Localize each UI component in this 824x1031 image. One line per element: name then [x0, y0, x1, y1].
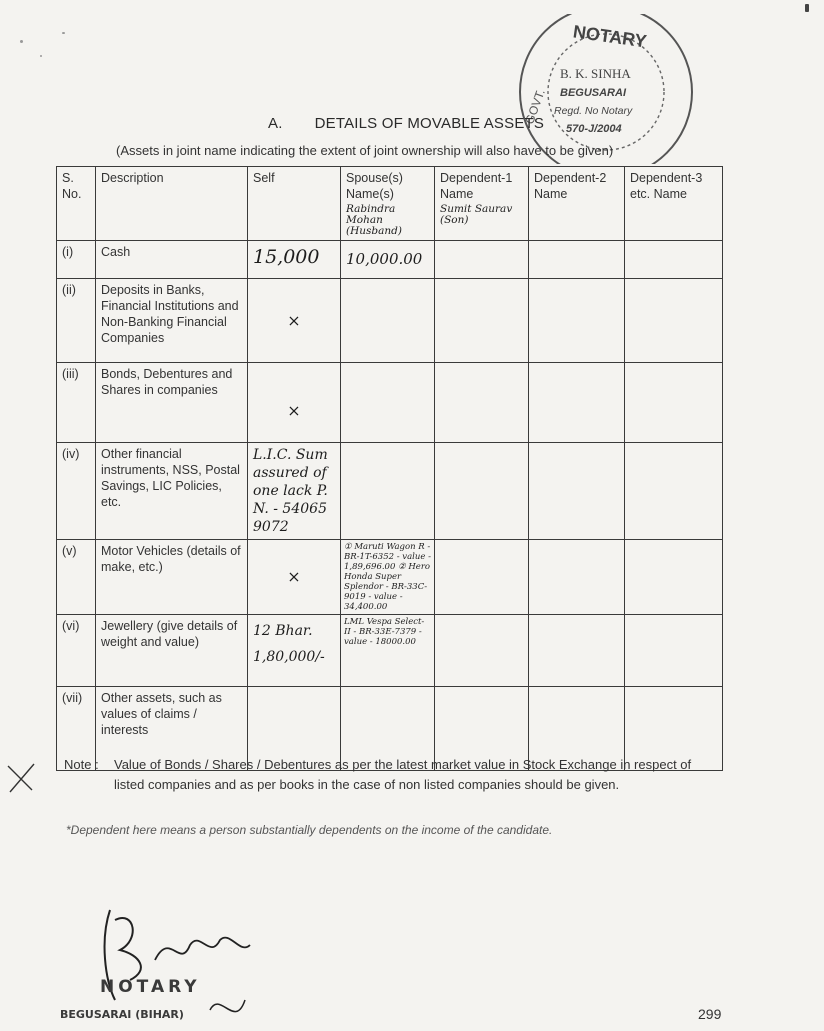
row-dependent1-value — [435, 615, 529, 687]
row-description: Other financial instruments, NSS, Postal Savings, LIC Policies, etc. — [96, 443, 248, 540]
svg-text:Regd. No Notary: Regd. No Notary — [554, 105, 633, 117]
row-dependent2-value — [529, 540, 625, 615]
row-dependent2-value — [529, 363, 625, 443]
row-description: Other assets, such as values of claims / interests — [96, 687, 248, 771]
row-sno: (iii) — [57, 363, 96, 443]
table-row — [57, 279, 723, 363]
row-spouse-value — [341, 363, 435, 443]
row-dependent3-value — [625, 443, 723, 540]
row-sno: (ii) — [57, 279, 96, 363]
row-description: Motor Vehicles (details of make, etc.) — [96, 540, 248, 615]
col-header-dependent3: Dependent-3 etc. Name — [625, 167, 723, 241]
row-sno: (vii) — [57, 687, 96, 771]
movable-assets-table — [56, 166, 723, 771]
table-row — [57, 241, 723, 279]
svg-text:GOVT.: GOVT. — [522, 87, 548, 126]
section-subtitle: (Assets in joint name indicating the extent of joint ownership will also have to be given) — [116, 143, 614, 158]
row-dependent3-value — [625, 615, 723, 687]
notary-stamp-signature — [60, 900, 300, 1031]
table-row — [57, 615, 723, 687]
page-number: 299 — [698, 1006, 722, 1022]
row-description: Deposits in Banks, Financial Institutions and Non-Banking Financial Companies — [96, 279, 248, 363]
row-dependent3-value — [625, 241, 723, 279]
row-dependent1-value — [435, 279, 529, 363]
col-header-spouse — [341, 167, 435, 241]
row-sno: (i) — [57, 241, 96, 279]
dependent-footnote: *Dependent here means a person substantially dependents on the income of the candidate. — [66, 823, 553, 837]
svg-text:570-J/2004: 570-J/2004 — [566, 123, 622, 135]
table-row — [57, 363, 723, 443]
row-sno: (vi) — [57, 615, 96, 687]
row-dependent2-value — [529, 443, 625, 540]
row-self-value: × — [248, 363, 341, 443]
row-dependent3-value — [625, 363, 723, 443]
row-spouse-value: ① Maruti Wagon R - BR-1T-6352 - value - 1,89,696.00 ② Hero Honda Super Splendor - BR-33C-9019 - value - 34,400.00 — [341, 540, 435, 615]
row-self-value: × — [248, 540, 341, 615]
dependent1-name-handwritten: Sumit Saurav (Son) — [440, 203, 513, 226]
row-dependent2-value — [529, 279, 625, 363]
row-dependent3-value — [625, 279, 723, 363]
table-row — [57, 443, 723, 540]
scan-speck — [805, 4, 809, 12]
col-header-description: Description — [96, 167, 248, 241]
note-text: Value of Bonds / Shares / Debentures as per the latest market value in Stock Exchange in respect of listed companies and as per books in the case of non listed companies should be given. — [114, 757, 692, 792]
section-number: A. — [268, 115, 283, 132]
spouse-name-handwritten: Rabindra Mohan (Husband) — [346, 203, 402, 237]
scan-speck — [62, 32, 65, 34]
col-header-sno: S. No. — [57, 167, 96, 241]
row-self-value: 15,000 — [248, 241, 341, 279]
notary-stamp-top — [512, 14, 702, 164]
row-dependent3-value — [625, 540, 723, 615]
scan-speck — [20, 40, 23, 43]
table-row — [57, 540, 723, 615]
row-description: Bonds, Debentures and Shares in companies — [96, 363, 248, 443]
svg-text:NOTARY: NOTARY — [100, 977, 201, 997]
row-dependent1-value — [435, 540, 529, 615]
svg-text:B. K. SINHA: B. K. SINHA — [560, 66, 631, 81]
row-dependent2-value — [529, 241, 625, 279]
row-self-value: 12 Bhar. 1,80,000/- — [248, 615, 341, 687]
row-spouse-value: 10,000.00 — [341, 241, 435, 279]
title-text: DETAILS OF MOVABLE ASSETS — [314, 115, 545, 132]
svg-text:BEGUSARAI: BEGUSARAI — [560, 87, 627, 99]
row-dependent1-value — [435, 241, 529, 279]
row-self-value: × — [248, 279, 341, 363]
margin-cross-mark — [2, 758, 42, 798]
col-header-dependent1-label: Dependent-1 Name — [440, 171, 513, 201]
row-self-value: L.I.C. Sum assured of one lack P.N. - 540659072 — [248, 443, 341, 540]
section-title — [268, 115, 544, 132]
table-header-row — [57, 167, 723, 241]
row-dependent1-value — [435, 443, 529, 540]
note-label: Note : — [64, 757, 99, 772]
row-sno: (v) — [57, 540, 96, 615]
svg-text:NOTARY: NOTARY — [571, 21, 648, 52]
row-spouse-value: LML Vespa Select-II - BR-33E-7379 - value - 18000.00 — [341, 615, 435, 687]
row-description: Cash — [96, 241, 248, 279]
col-header-self: Self — [248, 167, 341, 241]
note-block — [64, 755, 724, 795]
scan-speck — [40, 55, 42, 57]
col-header-dependent1 — [435, 167, 529, 241]
row-dependent2-value — [529, 615, 625, 687]
row-sno: (iv) — [57, 443, 96, 540]
row-description: Jewellery (give details of weight and value) — [96, 615, 248, 687]
row-dependent1-value — [435, 363, 529, 443]
row-spouse-value — [341, 443, 435, 540]
svg-text:BEGUSARAI (BIHAR): BEGUSARAI (BIHAR) — [60, 1008, 184, 1021]
col-header-dependent2: Dependent-2 Name — [529, 167, 625, 241]
row-spouse-value — [341, 279, 435, 363]
col-header-spouse-label: Spouse(s) Name(s) — [346, 171, 403, 201]
